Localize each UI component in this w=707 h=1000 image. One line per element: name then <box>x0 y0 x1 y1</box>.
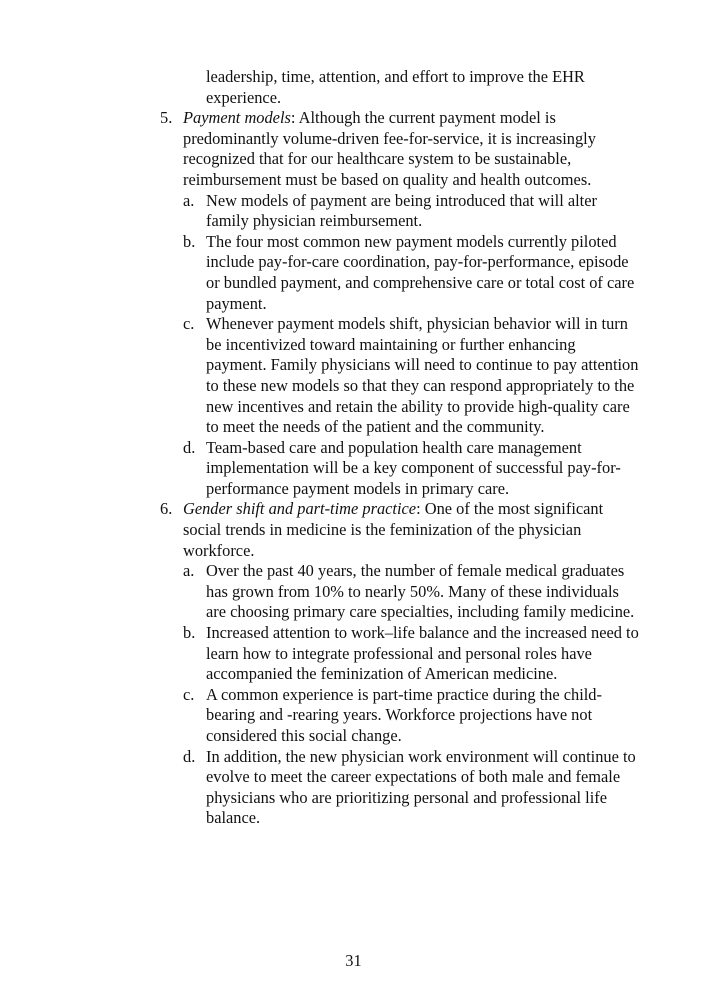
list-item-intro: : Although the current payment model is predominantly volume-driven fee-for-service, it is increasingly recognized that for our healthcare system to be sustainable, reimbursement must be based on quality and health outcomes. <box>183 108 596 189</box>
list-item-gender-shift <box>160 499 640 829</box>
sub-item-letter: b. <box>183 623 196 643</box>
sub-item-letter: d. <box>183 437 196 457</box>
sub-item-letter: a. <box>183 190 195 210</box>
sub-item-text: New models of payment are being introduced that will alter family physician reimbursement. <box>206 190 597 231</box>
sub-list-item <box>183 191 640 232</box>
sub-item-text: Team-based care and population health care management implementation will be a key component of successful pay-for-performance payment models in primary care. <box>206 437 621 498</box>
page-number: 31 <box>345 951 362 970</box>
sub-item-letter: c. <box>183 314 195 334</box>
sub-item-text: Whenever payment models shift, physician behavior will in turn be incentivized toward maintaining or further enhancing payment. Family physicians will need to continue to pay attention to these new models so that they can respond appropriately to the new incentives and retain the ability to provide high-quality care to meet the needs of the patient and the community. <box>206 314 639 437</box>
sub-item-text: Increased attention to work–life balance and the increased need to learn how to integrate professional and personal roles have accompanied the feminization of American medicine. <box>206 623 639 684</box>
list-item-number: 5. <box>160 108 173 128</box>
sub-list-item <box>183 561 640 623</box>
sub-item-letter: d. <box>183 746 196 766</box>
sub-list-item <box>183 685 640 747</box>
continuation-text: leadership, time, attention, and effort to improve the EHR experience. <box>206 67 585 107</box>
sub-list <box>183 561 640 829</box>
sub-item-text: Over the past 40 years, the number of female medical graduates has grown from 10% to nearly 50%. Many of these individuals are choosing primary care specialties, including family medicine. <box>206 561 635 622</box>
list-item-payment-models <box>160 108 640 499</box>
sub-list-item <box>183 438 640 500</box>
sub-list-item <box>183 747 640 829</box>
page-content <box>160 67 640 829</box>
sub-item-letter: a. <box>183 561 195 581</box>
list-item-number: 6. <box>160 499 173 519</box>
sub-list-item <box>183 623 640 685</box>
list-item-title: Payment models <box>183 108 291 128</box>
list-item-title: Gender shift and part-time practice <box>183 499 417 519</box>
sub-item-letter: c. <box>183 684 195 704</box>
sub-list <box>183 191 640 500</box>
list-item-intro: : One of the most significant social trends in medicine is the feminization of the physician workforce. <box>183 499 604 560</box>
sub-item-text: The four most common new payment models currently piloted include pay-for-care coordination, pay-for-performance, episode or bundled payment, and comprehensive care or total cost of care payment. <box>206 231 635 313</box>
sub-item-text: A common experience is part-time practice during the child-bearing and -rearing years. Workforce projections have not considered this social change. <box>206 684 602 745</box>
sub-list-item <box>183 232 640 314</box>
list-item-body <box>183 108 640 190</box>
sub-item-letter: b. <box>183 231 196 251</box>
sub-item-text: In addition, the new physician work environment will continue to evolve to meet the career expectations of both male and female physicians who are prioritizing personal and professional life balance. <box>206 746 636 828</box>
list-item-body <box>183 499 640 561</box>
sub-list-item <box>183 314 640 438</box>
